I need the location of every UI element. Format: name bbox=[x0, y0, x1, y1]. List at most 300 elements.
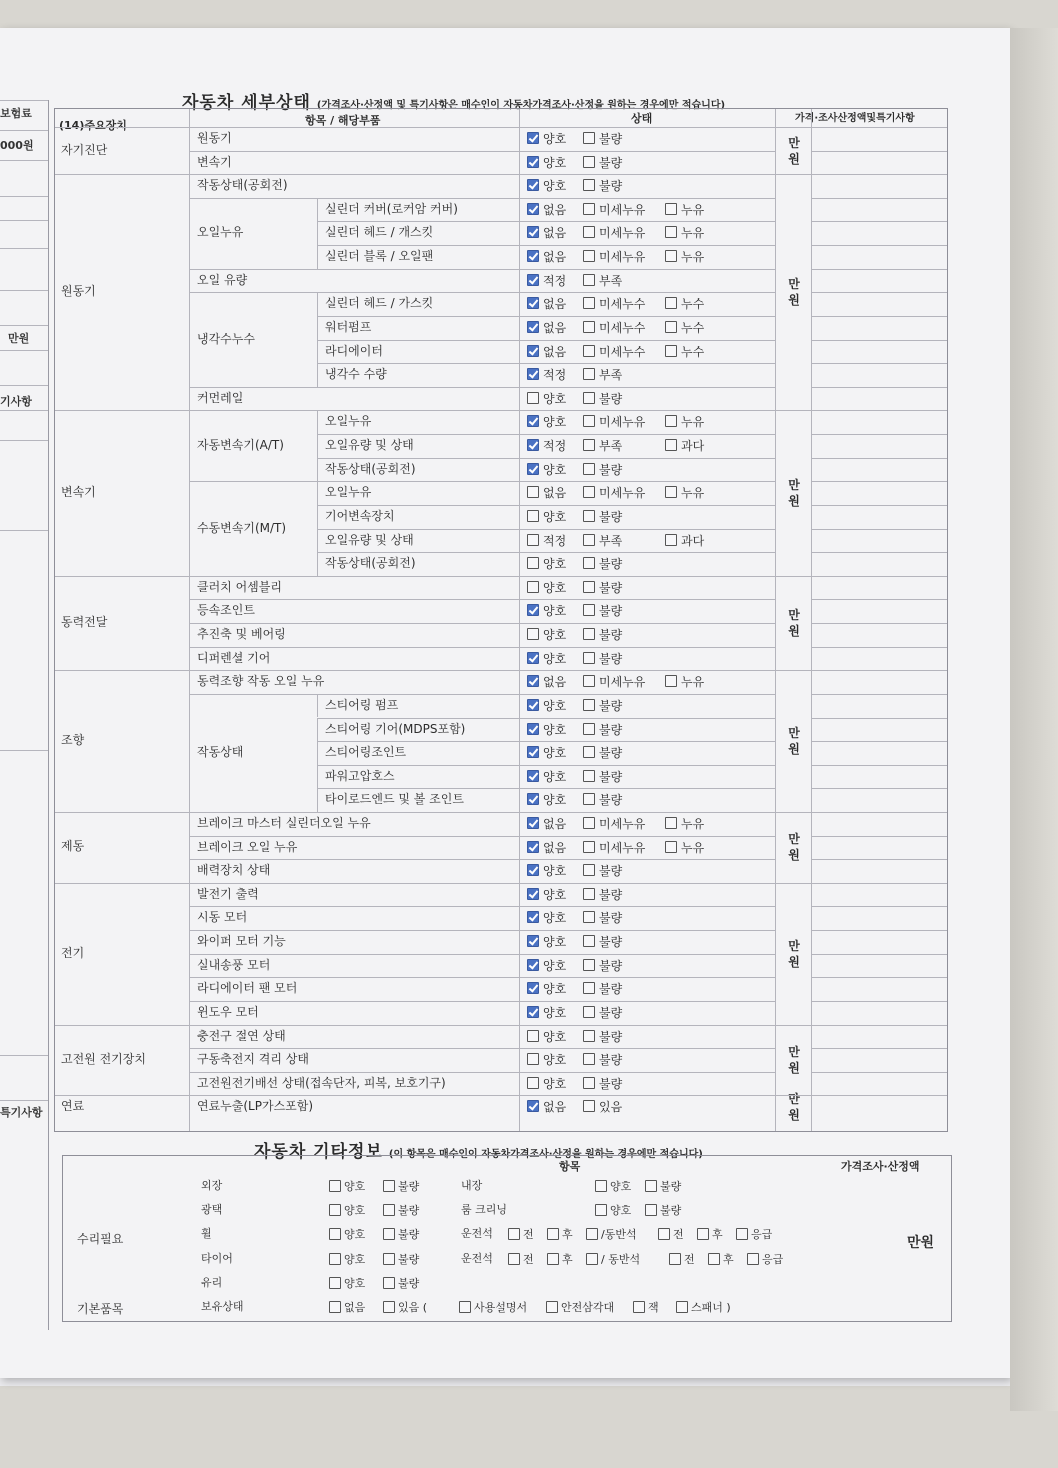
divider bbox=[63, 1303, 951, 1468]
checkbox[interactable] bbox=[665, 203, 677, 215]
checkbox[interactable] bbox=[383, 1228, 395, 1240]
checkbox[interactable] bbox=[527, 675, 539, 687]
header-device: (14)주요장치 bbox=[59, 119, 127, 132]
checkbox[interactable] bbox=[527, 179, 539, 191]
divider bbox=[317, 221, 318, 245]
item-label: 와이퍼 모터 기능 bbox=[197, 934, 286, 949]
checkbox[interactable] bbox=[383, 1180, 395, 1192]
checkbox[interactable] bbox=[583, 226, 595, 238]
checkbox[interactable] bbox=[329, 1277, 341, 1289]
checkbox[interactable] bbox=[583, 345, 595, 357]
option-label: 불량 bbox=[599, 698, 623, 713]
option-label: 미세누유 bbox=[599, 816, 646, 831]
item-label: 오일 유량 bbox=[197, 272, 248, 287]
checkbox[interactable] bbox=[527, 1030, 539, 1042]
divider bbox=[811, 552, 947, 553]
checkbox[interactable] bbox=[645, 1180, 657, 1192]
divider bbox=[811, 387, 947, 388]
left-margin-strip bbox=[0, 100, 49, 1330]
checkbox[interactable] bbox=[583, 203, 595, 215]
divider bbox=[317, 245, 775, 246]
divider bbox=[317, 410, 318, 434]
option-label: 불량 bbox=[398, 1204, 420, 1218]
left-margin-text: 만원 bbox=[8, 332, 30, 345]
divider bbox=[811, 363, 947, 364]
checkbox[interactable] bbox=[329, 1180, 341, 1192]
checkbox[interactable] bbox=[583, 888, 595, 900]
divider bbox=[55, 127, 189, 128]
item-label: 오일누유 bbox=[197, 225, 244, 240]
checkbox[interactable] bbox=[583, 723, 595, 735]
checkbox[interactable] bbox=[459, 1301, 471, 1313]
section-label: 변속기 bbox=[61, 485, 96, 500]
option-label: 전 bbox=[673, 1228, 684, 1242]
option-label: 미세누수 bbox=[599, 297, 646, 312]
option-label: 안전삼각대 bbox=[561, 1301, 615, 1314]
option-label: 미세누유 bbox=[599, 415, 646, 430]
option-label: 부족 bbox=[599, 439, 623, 454]
checkbox[interactable] bbox=[665, 841, 677, 853]
divider bbox=[811, 198, 947, 199]
option-label: 부족 bbox=[599, 273, 623, 288]
option-label: 불량 bbox=[660, 1204, 682, 1218]
checkbox[interactable] bbox=[665, 486, 677, 498]
option-label: 불량 bbox=[660, 1180, 682, 1193]
checkbox[interactable] bbox=[527, 1100, 539, 1112]
option-label: 불량 bbox=[398, 1252, 420, 1266]
checkbox[interactable] bbox=[583, 675, 595, 687]
checkbox[interactable] bbox=[583, 297, 595, 309]
checkbox[interactable] bbox=[583, 510, 595, 522]
checkbox[interactable] bbox=[583, 274, 595, 286]
sub-item-label: 파워고압호스 bbox=[325, 768, 395, 783]
checkbox[interactable] bbox=[583, 156, 595, 168]
checkbox[interactable] bbox=[583, 770, 595, 782]
checkbox[interactable] bbox=[747, 1253, 759, 1265]
option-label: 양호 bbox=[543, 557, 567, 572]
checkbox[interactable] bbox=[508, 1228, 520, 1240]
divider bbox=[811, 505, 947, 506]
divider bbox=[811, 410, 947, 411]
checkbox[interactable] bbox=[583, 392, 595, 404]
divider bbox=[811, 977, 947, 978]
checkbox[interactable] bbox=[546, 1301, 558, 1313]
option-label: 양호 bbox=[344, 1204, 366, 1218]
item-label: 구동축전지 격리 상태 bbox=[197, 1052, 309, 1067]
item-label: 운전석 bbox=[461, 1251, 493, 1265]
checkbox[interactable] bbox=[595, 1180, 607, 1192]
divider bbox=[811, 458, 947, 459]
option-label: 불량 bbox=[599, 722, 623, 737]
price-unit: 만 원 bbox=[788, 135, 800, 166]
item-label: 시동 모터 bbox=[197, 910, 248, 925]
checkbox[interactable] bbox=[527, 746, 539, 758]
option-label: 누유 bbox=[681, 675, 705, 690]
divider bbox=[317, 529, 318, 553]
item-label: 룸 크리닝 bbox=[461, 1203, 508, 1217]
price-unit: 만 원 bbox=[788, 726, 800, 757]
checkbox[interactable] bbox=[669, 1253, 681, 1265]
option-label: 누유 bbox=[681, 816, 705, 831]
option-label: 누유 bbox=[681, 202, 705, 217]
option-label: 양호 bbox=[543, 604, 567, 619]
option-label: 불량 bbox=[398, 1228, 420, 1242]
item-label: 동력조향 작동 오일 누유 bbox=[197, 674, 325, 689]
option-label: 누수 bbox=[681, 320, 705, 335]
option-label: 불량 bbox=[398, 1180, 420, 1193]
option-label: 누유 bbox=[681, 840, 705, 855]
item-label: 유리 bbox=[201, 1275, 223, 1289]
divider bbox=[189, 647, 775, 648]
checkbox[interactable] bbox=[583, 463, 595, 475]
option-label: 없음 bbox=[543, 226, 567, 241]
checkbox[interactable] bbox=[583, 699, 595, 711]
checkbox[interactable] bbox=[658, 1228, 670, 1240]
checkbox[interactable] bbox=[527, 439, 539, 451]
checkbox[interactable] bbox=[527, 652, 539, 664]
checkbox[interactable] bbox=[583, 911, 595, 923]
option-label: 없음 bbox=[543, 344, 567, 359]
divider bbox=[189, 151, 775, 152]
checkbox[interactable] bbox=[527, 911, 539, 923]
checkbox[interactable] bbox=[383, 1204, 395, 1216]
checkbox[interactable] bbox=[665, 250, 677, 262]
checkbox[interactable] bbox=[527, 841, 539, 853]
checkbox[interactable] bbox=[583, 415, 595, 427]
checkbox[interactable] bbox=[329, 1204, 341, 1216]
checkbox[interactable] bbox=[736, 1228, 748, 1240]
checkbox[interactable] bbox=[527, 463, 539, 475]
checkbox[interactable] bbox=[527, 959, 539, 971]
sub-item-label: 스티어링조인트 bbox=[325, 745, 407, 760]
checkbox[interactable] bbox=[383, 1277, 395, 1289]
divider bbox=[317, 481, 318, 505]
divider bbox=[63, 1156, 951, 1303]
checkbox[interactable] bbox=[527, 250, 539, 262]
section-label: 연료 bbox=[61, 1099, 85, 1114]
option-label: 없음 bbox=[543, 675, 567, 690]
checkbox[interactable] bbox=[527, 415, 539, 427]
option-label: 불량 bbox=[599, 509, 623, 524]
checkbox[interactable] bbox=[583, 1077, 595, 1089]
checkbox[interactable] bbox=[527, 321, 539, 333]
option-label: 양호 bbox=[543, 462, 567, 477]
checkbox[interactable] bbox=[329, 1301, 341, 1313]
divider bbox=[189, 576, 775, 577]
checkbox[interactable] bbox=[383, 1301, 395, 1313]
divider bbox=[317, 316, 775, 317]
checkbox[interactable] bbox=[329, 1253, 341, 1265]
checkbox[interactable] bbox=[586, 1253, 598, 1265]
checkbox[interactable] bbox=[583, 1030, 595, 1042]
option-label: 없음 bbox=[543, 320, 567, 335]
option-label: 미세누유 bbox=[599, 250, 646, 265]
option-label: 누수 bbox=[681, 344, 705, 359]
option-label: 불량 bbox=[599, 769, 623, 784]
checkbox[interactable] bbox=[329, 1228, 341, 1240]
checkbox[interactable] bbox=[527, 864, 539, 876]
divider bbox=[317, 340, 318, 364]
divider bbox=[811, 529, 947, 530]
price-unit: 만 원 bbox=[788, 832, 800, 863]
checkbox[interactable] bbox=[665, 534, 677, 546]
header-item: 항목 bbox=[559, 1160, 581, 1173]
option-label: 양호 bbox=[543, 864, 567, 879]
option-label: 미세누유 bbox=[599, 226, 646, 241]
checkbox[interactable] bbox=[583, 179, 595, 191]
item-label: 브레이크 오일 누유 bbox=[197, 839, 298, 854]
checkbox[interactable] bbox=[527, 274, 539, 286]
divider bbox=[317, 363, 318, 387]
checkbox[interactable] bbox=[527, 1006, 539, 1018]
checkbox[interactable] bbox=[665, 226, 677, 238]
option-label: 불량 bbox=[599, 651, 623, 666]
divider bbox=[189, 977, 775, 978]
sub-item-label: 오일누유 bbox=[325, 414, 372, 429]
price-unit: 만 원 bbox=[788, 608, 800, 639]
option-label: 불량 bbox=[599, 1029, 623, 1044]
checkbox[interactable] bbox=[527, 770, 539, 782]
sub-item-label: 스티어링 기어(MDPS포함) bbox=[325, 721, 466, 736]
section-label: 동력전달 bbox=[61, 615, 108, 630]
divider bbox=[811, 718, 947, 719]
option-label: 없음 bbox=[344, 1301, 366, 1314]
divider bbox=[811, 151, 947, 152]
divider bbox=[811, 788, 947, 789]
checkbox[interactable] bbox=[527, 793, 539, 805]
sub-item-label: 작동상태(공회전) bbox=[325, 461, 416, 476]
checkbox[interactable] bbox=[527, 982, 539, 994]
price-unit: 만 원 bbox=[788, 1044, 800, 1075]
table-background bbox=[1010, 28, 1058, 1411]
divider bbox=[811, 623, 947, 624]
checkbox[interactable] bbox=[633, 1301, 645, 1313]
checkbox[interactable] bbox=[583, 628, 595, 640]
option-label: 양호 bbox=[543, 911, 567, 926]
checkbox[interactable] bbox=[547, 1228, 559, 1240]
option-label: 후 bbox=[712, 1228, 723, 1242]
divider bbox=[811, 647, 947, 648]
divider bbox=[189, 812, 775, 813]
option-label: 없음 bbox=[543, 1100, 567, 1115]
checkbox[interactable] bbox=[583, 368, 595, 380]
divider bbox=[811, 859, 947, 860]
checkbox[interactable] bbox=[583, 321, 595, 333]
option-label: 불량 bbox=[599, 155, 623, 170]
option-label: 스패너 ) bbox=[691, 1301, 731, 1314]
option-label: 없음 bbox=[543, 816, 567, 831]
option-label: 양호 bbox=[543, 887, 567, 902]
checkbox[interactable] bbox=[697, 1228, 709, 1240]
checkbox[interactable] bbox=[583, 604, 595, 616]
divider bbox=[317, 788, 318, 812]
checkbox[interactable] bbox=[586, 1228, 598, 1240]
checkbox[interactable] bbox=[665, 817, 677, 829]
checkbox[interactable] bbox=[583, 534, 595, 546]
divider bbox=[775, 883, 811, 884]
option-label: 불량 bbox=[599, 935, 623, 950]
checkbox[interactable] bbox=[583, 652, 595, 664]
checkbox[interactable] bbox=[583, 817, 595, 829]
checkbox[interactable] bbox=[527, 226, 539, 238]
option-label: 불량 bbox=[599, 887, 623, 902]
item-label: 광택 bbox=[201, 1203, 223, 1217]
checkbox[interactable] bbox=[583, 793, 595, 805]
option-label: 양호 bbox=[543, 391, 567, 406]
divider bbox=[55, 174, 189, 175]
option-label: 양호 bbox=[543, 982, 567, 997]
option-label: 과다 bbox=[681, 439, 705, 454]
divider bbox=[811, 1001, 947, 1002]
item-label: 작동상태(공회전) bbox=[197, 178, 288, 193]
checkbox[interactable] bbox=[527, 368, 539, 380]
sub-item-label: 기어변속장치 bbox=[325, 508, 395, 523]
option-label: 없음 bbox=[543, 202, 567, 217]
section-label: 원동기 bbox=[61, 284, 96, 299]
checkbox[interactable] bbox=[508, 1253, 520, 1265]
divider bbox=[55, 812, 189, 813]
checkbox[interactable] bbox=[595, 1204, 607, 1216]
divider bbox=[55, 1095, 189, 1096]
divider bbox=[811, 1095, 947, 1096]
divider bbox=[317, 505, 775, 506]
checkbox[interactable] bbox=[527, 510, 539, 522]
checkbox[interactable] bbox=[665, 321, 677, 333]
checkbox[interactable] bbox=[527, 604, 539, 616]
divider bbox=[55, 670, 189, 671]
option-label: 양호 bbox=[344, 1276, 366, 1290]
option-label: 응급 bbox=[762, 1252, 784, 1266]
checkbox[interactable] bbox=[527, 888, 539, 900]
checkbox[interactable] bbox=[527, 557, 539, 569]
option-label: 누유 bbox=[681, 415, 705, 430]
checkbox[interactable] bbox=[665, 345, 677, 357]
checkbox[interactable] bbox=[527, 345, 539, 357]
option-label: 양호 bbox=[543, 746, 567, 761]
checkbox[interactable] bbox=[583, 557, 595, 569]
divider bbox=[775, 127, 811, 128]
checkbox[interactable] bbox=[676, 1301, 688, 1313]
checkbox[interactable] bbox=[527, 132, 539, 144]
divider bbox=[775, 410, 811, 411]
divider bbox=[317, 316, 318, 340]
checkbox[interactable] bbox=[527, 392, 539, 404]
divider bbox=[55, 410, 189, 411]
item-label: 디퍼렌셜 기어 bbox=[197, 650, 271, 665]
item-label: 보유상태 bbox=[201, 1300, 244, 1313]
checkbox[interactable] bbox=[583, 581, 595, 593]
sub-item-label: 실린더 블록 / 오일팬 bbox=[325, 249, 434, 264]
checkbox[interactable] bbox=[527, 534, 539, 546]
checkbox[interactable] bbox=[383, 1253, 395, 1265]
checkbox[interactable] bbox=[547, 1253, 559, 1265]
checkbox[interactable] bbox=[527, 297, 539, 309]
checkbox[interactable] bbox=[583, 864, 595, 876]
option-label: 적정 bbox=[543, 273, 567, 288]
divider bbox=[317, 552, 318, 576]
sub-item-label: 라디에이터 bbox=[325, 343, 383, 358]
checkbox[interactable] bbox=[665, 439, 677, 451]
option-label: 잭 bbox=[648, 1301, 659, 1314]
option-label: 양호 bbox=[543, 415, 567, 430]
option-label: 양호 bbox=[543, 722, 567, 737]
divider bbox=[317, 765, 775, 766]
checkbox[interactable] bbox=[527, 486, 539, 498]
checkbox[interactable] bbox=[527, 1077, 539, 1089]
item-label: 브레이크 마스터 실린더오일 누유 bbox=[197, 815, 371, 830]
checkbox[interactable] bbox=[527, 1053, 539, 1065]
checkbox[interactable] bbox=[527, 723, 539, 735]
checkbox[interactable] bbox=[708, 1253, 720, 1265]
checkbox[interactable] bbox=[527, 628, 539, 640]
checkbox[interactable] bbox=[583, 1006, 595, 1018]
divider bbox=[775, 576, 811, 577]
divider bbox=[775, 812, 811, 813]
option-label: 불량 bbox=[599, 604, 623, 619]
option-label: 없음 bbox=[543, 486, 567, 501]
checkbox[interactable] bbox=[583, 959, 595, 971]
option-label: 불량 bbox=[398, 1276, 420, 1290]
checkbox[interactable] bbox=[527, 581, 539, 593]
section-label: 고전원 전기장치 bbox=[61, 1051, 146, 1066]
checkbox[interactable] bbox=[527, 699, 539, 711]
checkbox[interactable] bbox=[583, 746, 595, 758]
checkbox[interactable] bbox=[583, 935, 595, 947]
item-label: 라디에이터 팬 모터 bbox=[197, 981, 298, 996]
item-label: 실내송풍 모터 bbox=[197, 957, 271, 972]
divider bbox=[317, 741, 775, 742]
divider bbox=[811, 670, 947, 671]
sub-item-label: 실린더 커버(로커암 커버) bbox=[325, 201, 458, 216]
option-label: 미세누유 bbox=[599, 202, 646, 217]
other-info-table bbox=[62, 1155, 952, 1322]
checkbox[interactable] bbox=[665, 297, 677, 309]
checkbox[interactable] bbox=[583, 1100, 595, 1112]
divider bbox=[317, 458, 775, 459]
checkbox[interactable] bbox=[665, 415, 677, 427]
checkbox[interactable] bbox=[583, 439, 595, 451]
checkbox[interactable] bbox=[583, 1053, 595, 1065]
divider bbox=[811, 1072, 947, 1073]
header-price: 가격·조사산정액및특기사항 bbox=[795, 113, 915, 124]
option-label: 양호 bbox=[543, 1053, 567, 1068]
group-label: 기본품목 bbox=[77, 1302, 124, 1316]
checkbox[interactable] bbox=[645, 1204, 657, 1216]
option-label: 적정 bbox=[543, 439, 567, 454]
option-label: 미세누유 bbox=[599, 486, 646, 501]
divider bbox=[189, 836, 775, 837]
sub-item-label: 스티어링 펌프 bbox=[325, 697, 399, 712]
checkbox[interactable] bbox=[527, 817, 539, 829]
checkbox[interactable] bbox=[583, 132, 595, 144]
checkbox[interactable] bbox=[665, 675, 677, 687]
option-label: 있음 bbox=[599, 1100, 623, 1115]
checkbox[interactable] bbox=[527, 203, 539, 215]
checkbox[interactable] bbox=[583, 841, 595, 853]
divider bbox=[775, 1025, 811, 1026]
option-label: 부족 bbox=[599, 533, 623, 548]
price-value: 만원 bbox=[907, 1235, 935, 1251]
checkbox[interactable] bbox=[583, 250, 595, 262]
checkbox[interactable] bbox=[527, 156, 539, 168]
checkbox[interactable] bbox=[583, 982, 595, 994]
price-unit: 만 원 bbox=[788, 277, 800, 308]
option-label: 불량 bbox=[599, 557, 623, 572]
divider bbox=[775, 670, 811, 671]
checkbox[interactable] bbox=[527, 935, 539, 947]
item-label: 연료누출(LP가스포함) bbox=[197, 1099, 314, 1114]
checkbox[interactable] bbox=[583, 486, 595, 498]
